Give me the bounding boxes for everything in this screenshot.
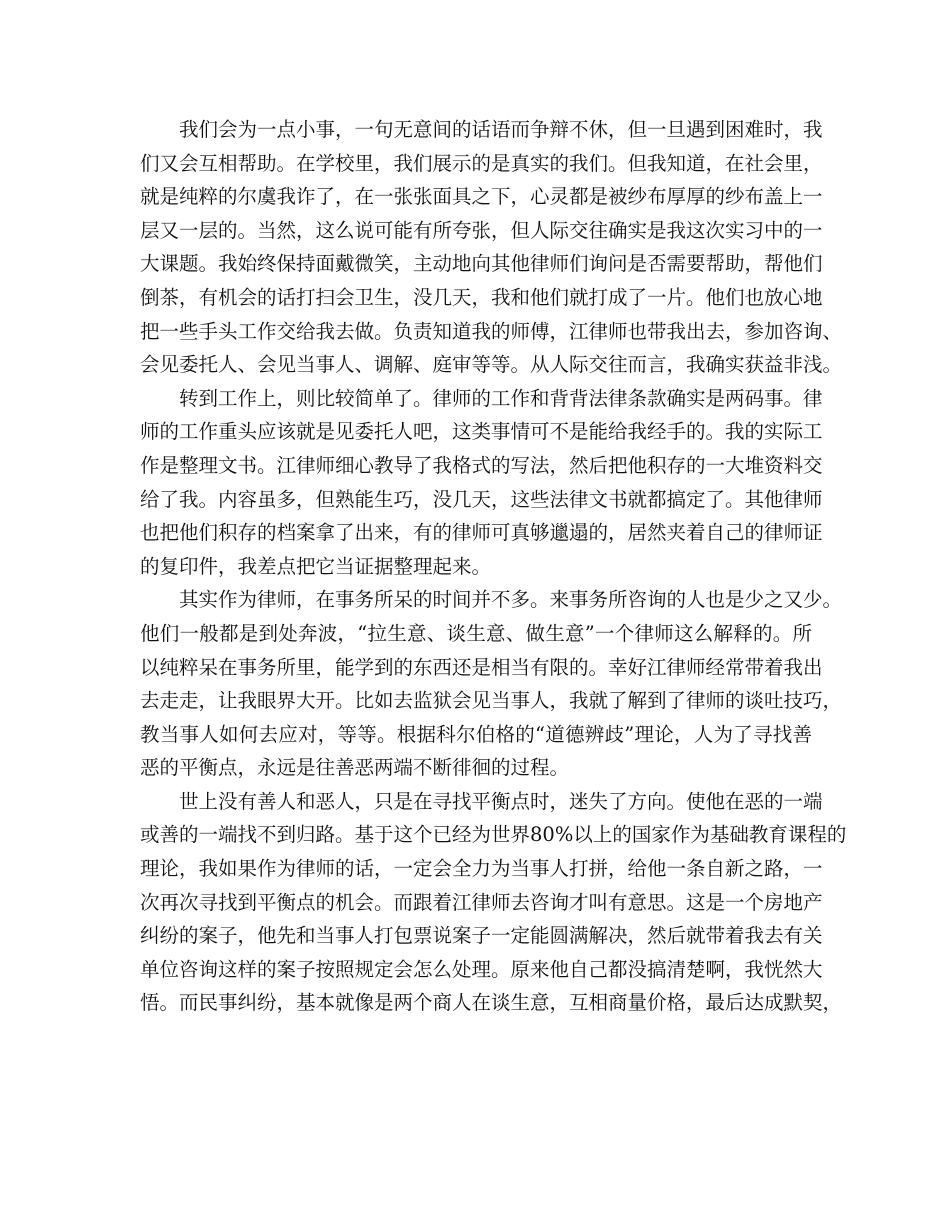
text-line: 去走走，让我眼界大开。比如去监狱会见当事人，我就了解到了律师的谈吐技巧， [140, 689, 843, 713]
text-line: 其实作为律师，在事务所呆的时间并不多。来事务所咨询的人也是少之又少。 [179, 588, 843, 612]
text-line: 就是纯粹的尔虞我诈了，在一张张面具之下，心灵都是被纱布厚厚的纱布盖上一 [140, 185, 823, 209]
text-line: 次再次寻找到平衡点的机会。而跟着江律师去咨询才叫有意思。这是一个房地产 [140, 890, 823, 914]
text-line: 也把他们积存的档案拿了出来，有的律师可真够邋遢的，居然夹着自己的律师证 [140, 521, 823, 545]
text-line: 师的工作重头应该就是见委托人吧，这类事情可不是能给我经手的。我的实际工 [140, 420, 823, 444]
paragraph [140, 113, 843, 382]
text-line: 们又会互相帮助。在学校里，我们展示的是真实的我们。但我知道，在社会里， [140, 151, 823, 175]
text-line: 恶的平衡点，永远是往善恶两端不断徘徊的过程。 [140, 756, 570, 780]
text-line: 单位咨询这样的案子按照规定会怎么处理。原来他自己都没搞清楚啊，我恍然大 [140, 957, 823, 981]
document-body [140, 113, 847, 1020]
text-line: 会见委托人、会见当事人、调解、庭审等等。从人际交往而言，我确实获益非浅。 [140, 353, 843, 377]
text-line: 悟。而民事纠纷，基本就像是两个商人在谈生意，互相商量价格，最后达成默契， [140, 991, 843, 1015]
text-line: 教当事人如何去应对，等等。根据科尔伯格的“道德辨歧”理论，人为了寻找善 [140, 722, 812, 746]
paragraph [140, 583, 843, 785]
text-line: 以纯粹呆在事务所里，能学到的东西还是相当有限的。幸好江律师经常带着我出 [140, 655, 823, 679]
text-line: 层又一层的。当然，这么说可能有所夸张，但人际交往确实是我这次实习中的一 [140, 218, 823, 242]
text-line: 我们会为一点小事，一句无意间的话语而争辩不休，但一旦遇到困难时，我 [179, 118, 823, 141]
text-line: 作是整理文书。江律师细心教导了我格式的写法，然后把他积存的一大堆资料交 [140, 453, 823, 477]
text-line: 或善的一端找不到归路。基于这个已经为世界80%以上的国家作为基础教育课程的 [140, 823, 847, 847]
text-line: 给了我。内容虽多，但熟能生巧，没几天，这些法律文书就都搞定了。其他律师 [140, 487, 823, 511]
text-line: 转到工作上，则比较简单了。律师的工作和背背法律条款确实是两码事。律 [179, 386, 823, 410]
paragraph [140, 785, 847, 1020]
text-line: 世上没有善人和恶人，只是在寻找平衡点时，迷失了方向。使他在恶的一端 [179, 789, 823, 813]
text-line: 的复印件，我差点把它当证据整理起来。 [140, 554, 492, 578]
text-line: 倒茶，有机会的话打扫会卫生，没几天，我和他们就打成了一片。他们也放心地 [140, 285, 823, 309]
text-line: 理论，我如果作为律师的话，一定会全力为当事人打拼，给他一条自新之路，一 [140, 857, 823, 881]
text-line: 他们一般都是到处奔波，“拉生意、谈生意、做生意”一个律师这么解释的。所 [140, 621, 812, 645]
text-line: 大课题。我始终保持面戴微笑，主动地向其他律师们询问是否需要帮助，帮他们 [140, 252, 823, 276]
text-line: 把一些手头工作交给我去做。负责知道我的师傅，江律师也带我出去，参加咨询、 [140, 319, 843, 343]
text-line: 纠纷的案子，他先和当事人打包票说案子一定能圆满解决，然后就带着我去有关 [140, 924, 823, 948]
paragraph [140, 382, 823, 584]
